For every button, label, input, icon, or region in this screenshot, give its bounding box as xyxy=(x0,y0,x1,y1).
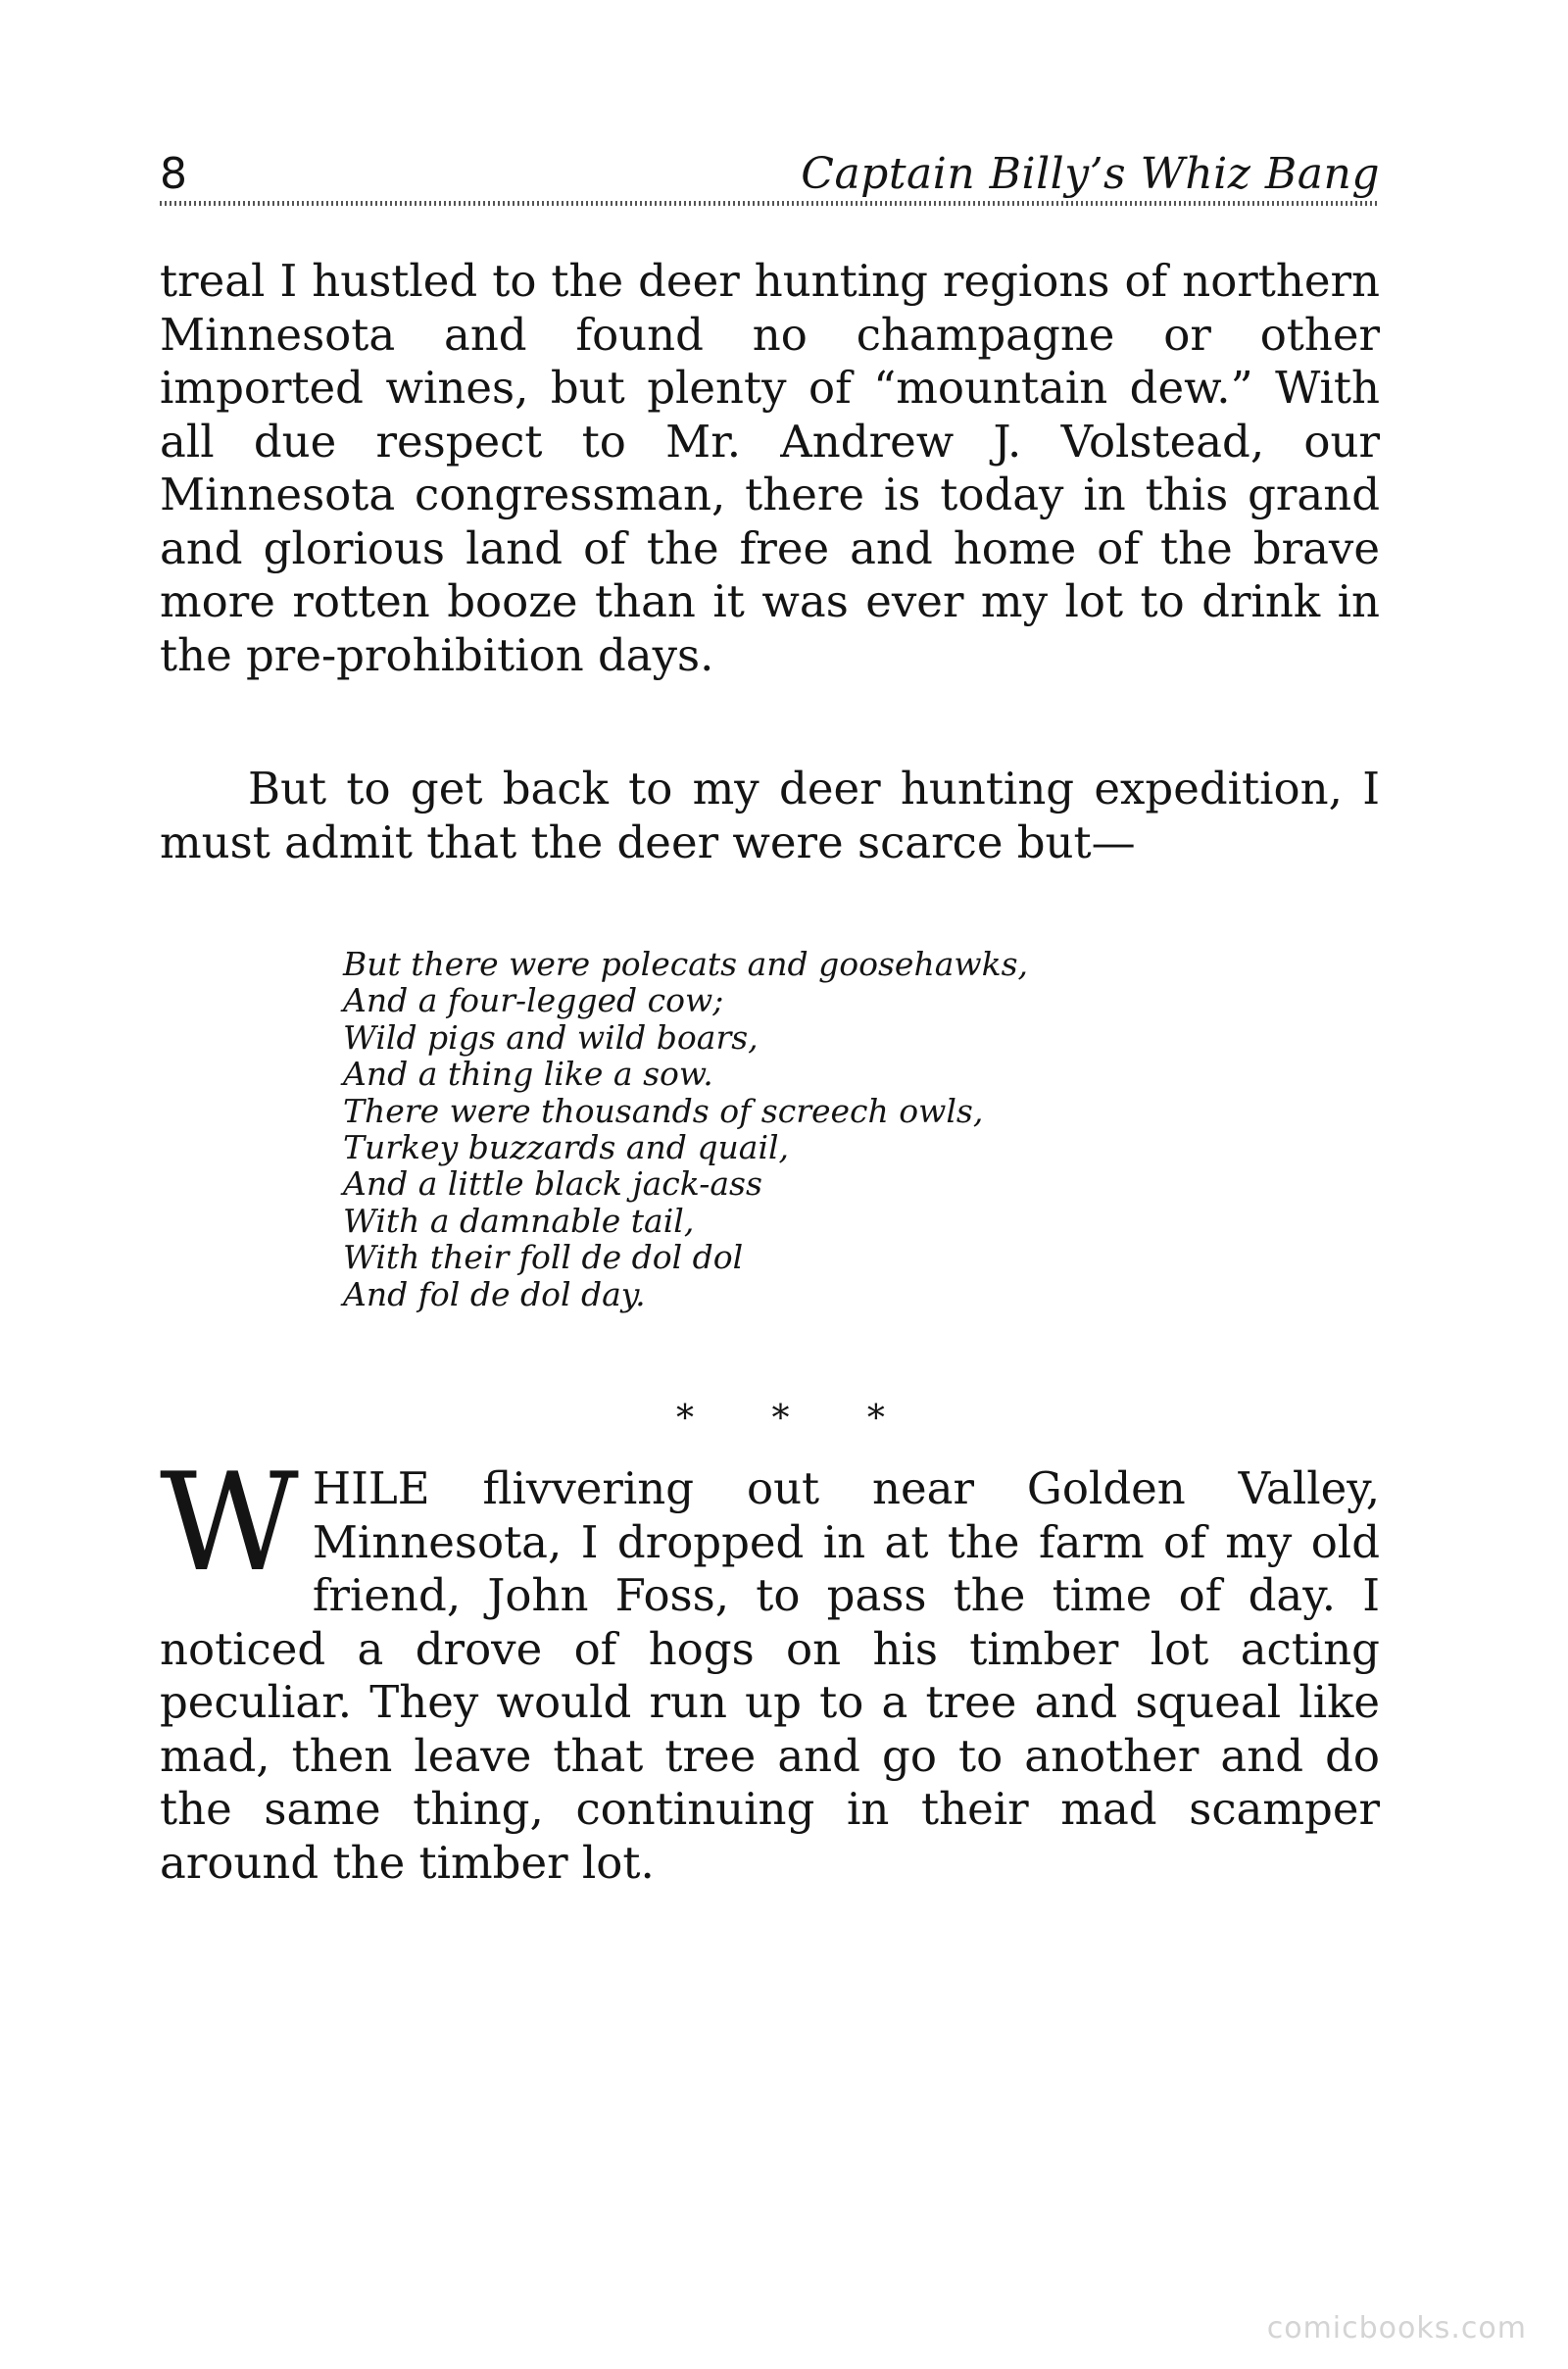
header-rule xyxy=(160,201,1380,206)
running-title: Captain Billy’s Whiz Bang xyxy=(801,149,1380,199)
verse-line: But there were polecats and goosehawks, xyxy=(343,945,1029,983)
verse-line: Wild pigs and wild boars, xyxy=(343,1017,759,1057)
story-text: HILE flivvering out near Golden Valley, Minnesota, I dropped in at the farm of my old friend, John Foss, to pass the time of day. I noticed a drove of hogs on his timber lot acting peculiar. They would run up to a tree and squeal like mad, then leave that tree and go to another and do the same thing, continuing in their mad scamper around the timber lot. xyxy=(160,1462,1380,1889)
story-paragraph xyxy=(160,1444,1380,1890)
page-header xyxy=(160,147,1380,206)
verse-line: And a thing like a sow. xyxy=(343,1055,713,1094)
verse-line: And a little black jack-ass xyxy=(343,1164,762,1204)
verse-line: And a four-legged cow; xyxy=(343,981,724,1020)
paragraph-continuation: treal I hustled to the deer hunting regions of northern Minnesota and found no champagne or other imported wines, but plenty of “mountain dew.” With all due respect to Mr. Andrew J. Volstead, our Minnesota congressman, there is today in this grand and glorious land of the free and home of the brave more rotten booze than it was ever my lot to drink in the pre-prohibition days. xyxy=(160,255,1380,681)
page-number: 8 xyxy=(160,149,187,199)
verse-line: With a damnable tail, xyxy=(343,1201,695,1240)
verse-line: And fol de dol day. xyxy=(343,1274,646,1313)
drop-cap: W xyxy=(160,1444,299,1602)
verse-line: Turkey buzzards and quail, xyxy=(343,1128,790,1167)
verse-line: With their foll de dol dol xyxy=(343,1238,744,1277)
verse-block xyxy=(343,946,1225,1312)
paragraph-expedition: But to get back to my deer hunting expedition, I must admit that the deer were scarce but— xyxy=(160,763,1380,868)
watermark: comicbooks.com xyxy=(1266,2311,1527,2345)
verse-line: There were thousands of screech owls, xyxy=(343,1091,984,1130)
section-separator: * * * xyxy=(676,1399,918,1439)
